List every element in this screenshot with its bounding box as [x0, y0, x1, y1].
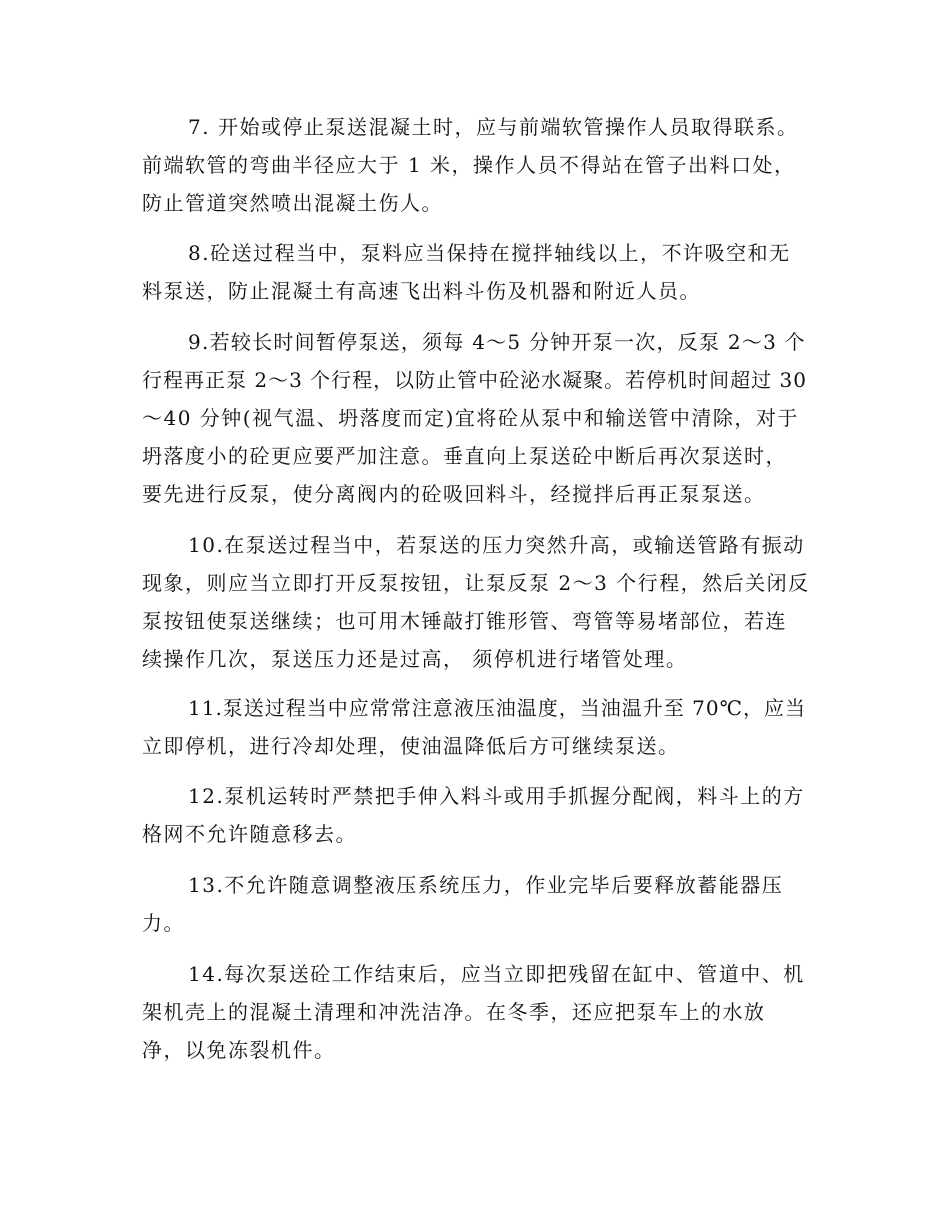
text-line: 行程再正泵 2～3 个行程，以防止管中砼泌水凝聚。若停机时间超过 30	[142, 368, 807, 392]
text-line: 8.砼送过程当中，泵料应当保持在搅拌轴线以上，不许吸空和无	[188, 241, 791, 265]
text-line: 防止管道突然喷出混凝土伤人。	[142, 191, 443, 215]
text-line: 11.泵送过程当中应常常注意液压油温度，当油温升至 70℃，应当	[188, 696, 806, 720]
paragraph-13	[142, 866, 812, 942]
paragraph-10	[142, 526, 812, 678]
text-line: 13.不允许随意调整液压系统压力，作业完毕后要释放蓄能器压	[188, 873, 784, 897]
text-line: 12.泵机运转时严禁把手伸入料斗或用手抓握分配阀，料斗上的方	[188, 784, 805, 808]
text-line: 力。	[142, 911, 185, 935]
text-line: 要先进行反泵，使分离阀内的砼吸回料斗，经搅拌后再正泵泵送。	[142, 482, 766, 506]
text-line: 续操作几次，泵送压力还是过高， 须停机进行堵管处理。	[142, 647, 688, 671]
paragraph-11	[142, 689, 812, 765]
paragraph-12	[142, 777, 812, 853]
text-line: 架机壳上的混凝土清理和冲洗洁净。在冬季，还应把泵车上的水放	[142, 1000, 766, 1024]
paragraph-9	[142, 323, 812, 513]
text-line: 立即停机，进行冷却处理，使油温降低后方可继续泵送。	[142, 734, 680, 758]
text-line: 格网不允许随意移去。	[142, 822, 357, 846]
text-line: 10.在泵送过程当中，若泵送的压力突然升高，或输送管路有振动	[188, 533, 805, 557]
text-line: 净，以免冻裂机件。	[142, 1038, 336, 1062]
text-line: 料泵送，防止混凝土有高速飞出料斗伤及机器和附近人员。	[142, 279, 701, 303]
paragraph-8	[142, 234, 812, 310]
text-line: 7. 开始或停止泵送混凝土时，应与前端软管操作人员取得联系。	[188, 115, 799, 139]
paragraph-14	[142, 955, 812, 1069]
text-line: 坍落度小的砼更应要严加注意。垂直向上泵送砼中断后再次泵送时，	[142, 444, 787, 468]
text-line: 14.每次泵送砼工作结束后，应当立即把残留在缸中、管道中、机	[188, 962, 805, 986]
text-line: 泵按钮使泵送继续；也可用木锤敲打锥形管、弯管等易堵部位，若连	[142, 609, 787, 633]
text-line: 9.若较长时间暂停泵送，须每 4～5 分钟开泵一次，反泵 2～3 个	[188, 330, 806, 354]
text-line: 前端软管的弯曲半径应大于 1 米，操作人员不得站在管子出料口处，	[142, 153, 796, 177]
paragraph-7	[142, 108, 812, 222]
text-line: ～40 分钟(视气温、坍落度而定)宜将砼从泵中和输送管中清除，对于	[142, 406, 799, 430]
text-line: 现象，则应当立即打开反泵按钮，让泵反泵 2～3 个行程，然后关闭反	[142, 571, 810, 595]
